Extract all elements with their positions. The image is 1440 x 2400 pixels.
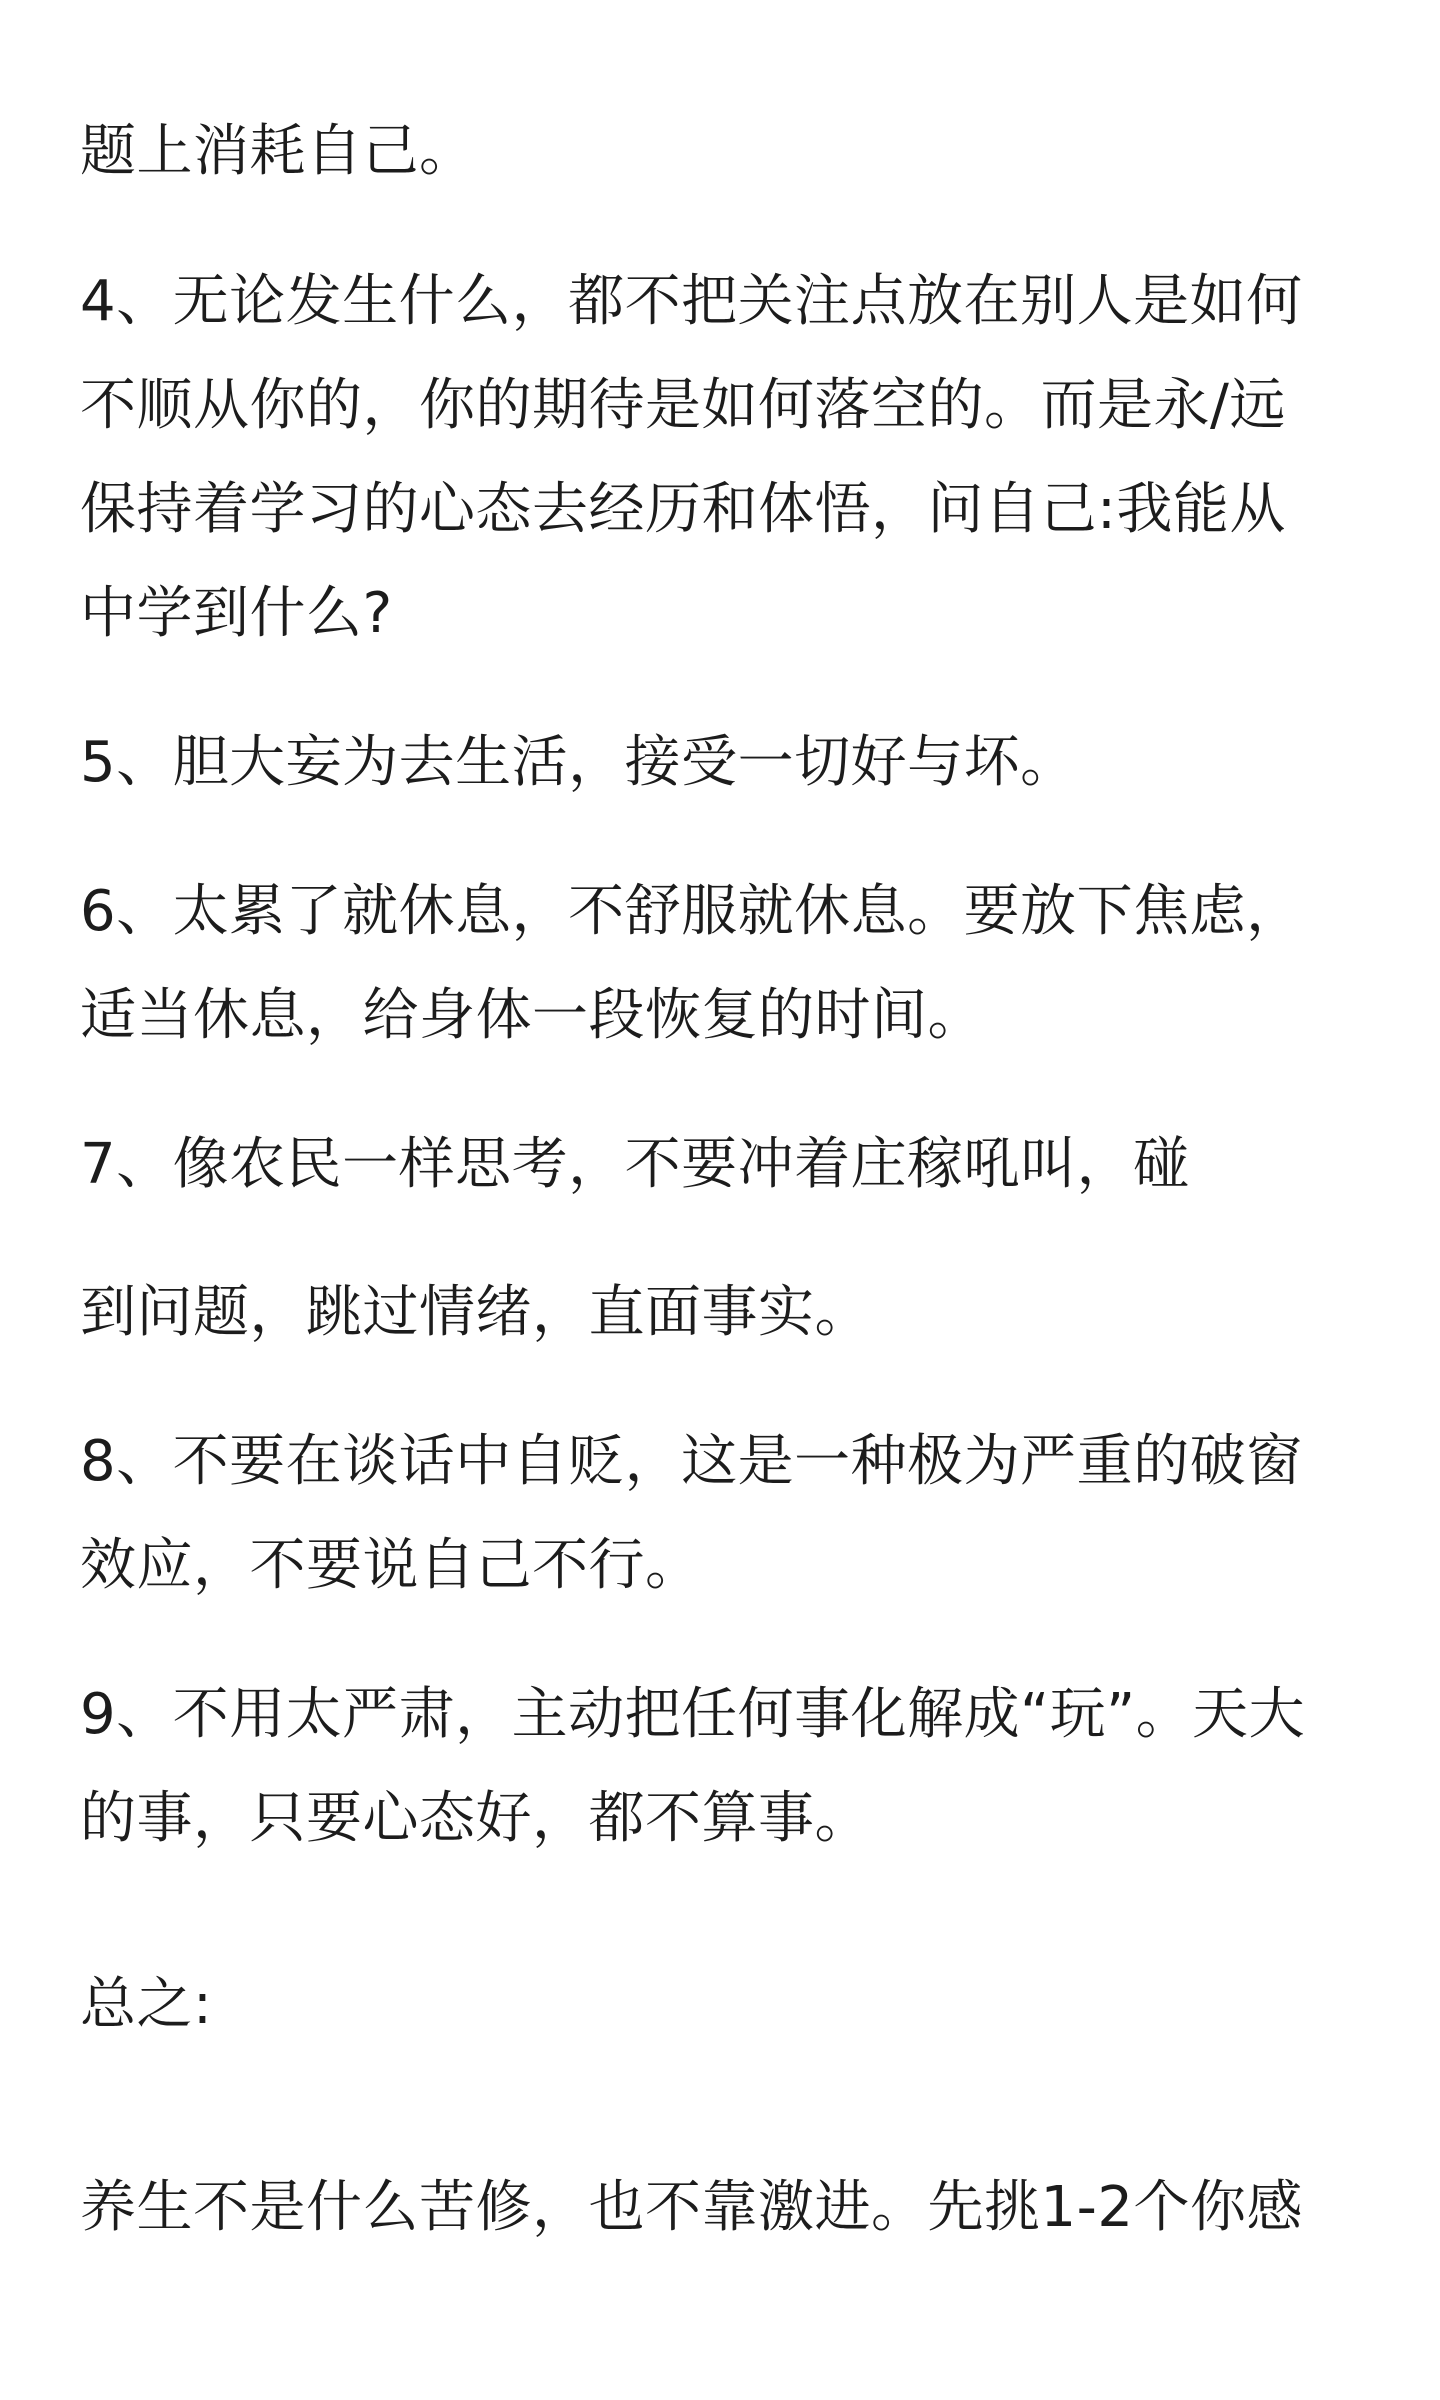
text-line-1: 题上消耗自己。: [80, 119, 476, 184]
item-8-line-2: 效应，不要说自己不行。: [80, 1533, 702, 1598]
item-7-line-2: 到问题，跳过情绪，直面事实。: [80, 1280, 871, 1345]
item-4-line-3: 保持着学习的心态去经历和体悟，问自己:我能从: [80, 477, 1286, 542]
item-6-line-1: 6、太累了就休息，不舒服就休息。要放下焦虑，: [80, 879, 1303, 944]
item-8-line-1: 8、不要在谈话中自贬，这是一种极为严重的破窗: [80, 1429, 1303, 1494]
item-7-line-1: 7、像农民一样思考，不要冲着庄稼吼叫，碰: [80, 1132, 1190, 1197]
summary-line-1: 养生不是什么苦修，也不靠激进。先挑1-2个你感: [80, 2175, 1303, 2240]
item-4-line-4: 中学到什么?: [80, 581, 393, 646]
item-5-line-1: 5、胆大妄为去生活，接受一切好与坏。: [80, 730, 1077, 795]
item-9-line-1: 9、不用太严肃，主动把任何事化解成“玩”。天大: [80, 1682, 1306, 1747]
summary-heading: 总之:: [80, 1972, 213, 2037]
item-6-line-2: 适当休息，给身体一段恢复的时间。: [80, 983, 984, 1048]
item-9-line-2: 的事，只要心态好，都不算事。: [80, 1786, 871, 1851]
item-4-line-2: 不顺从你的，你的期待是如何落空的。而是永/远: [80, 373, 1286, 438]
item-4-line-1: 4、无论发生什么，都不把关注点放在别人是如何: [80, 269, 1303, 334]
